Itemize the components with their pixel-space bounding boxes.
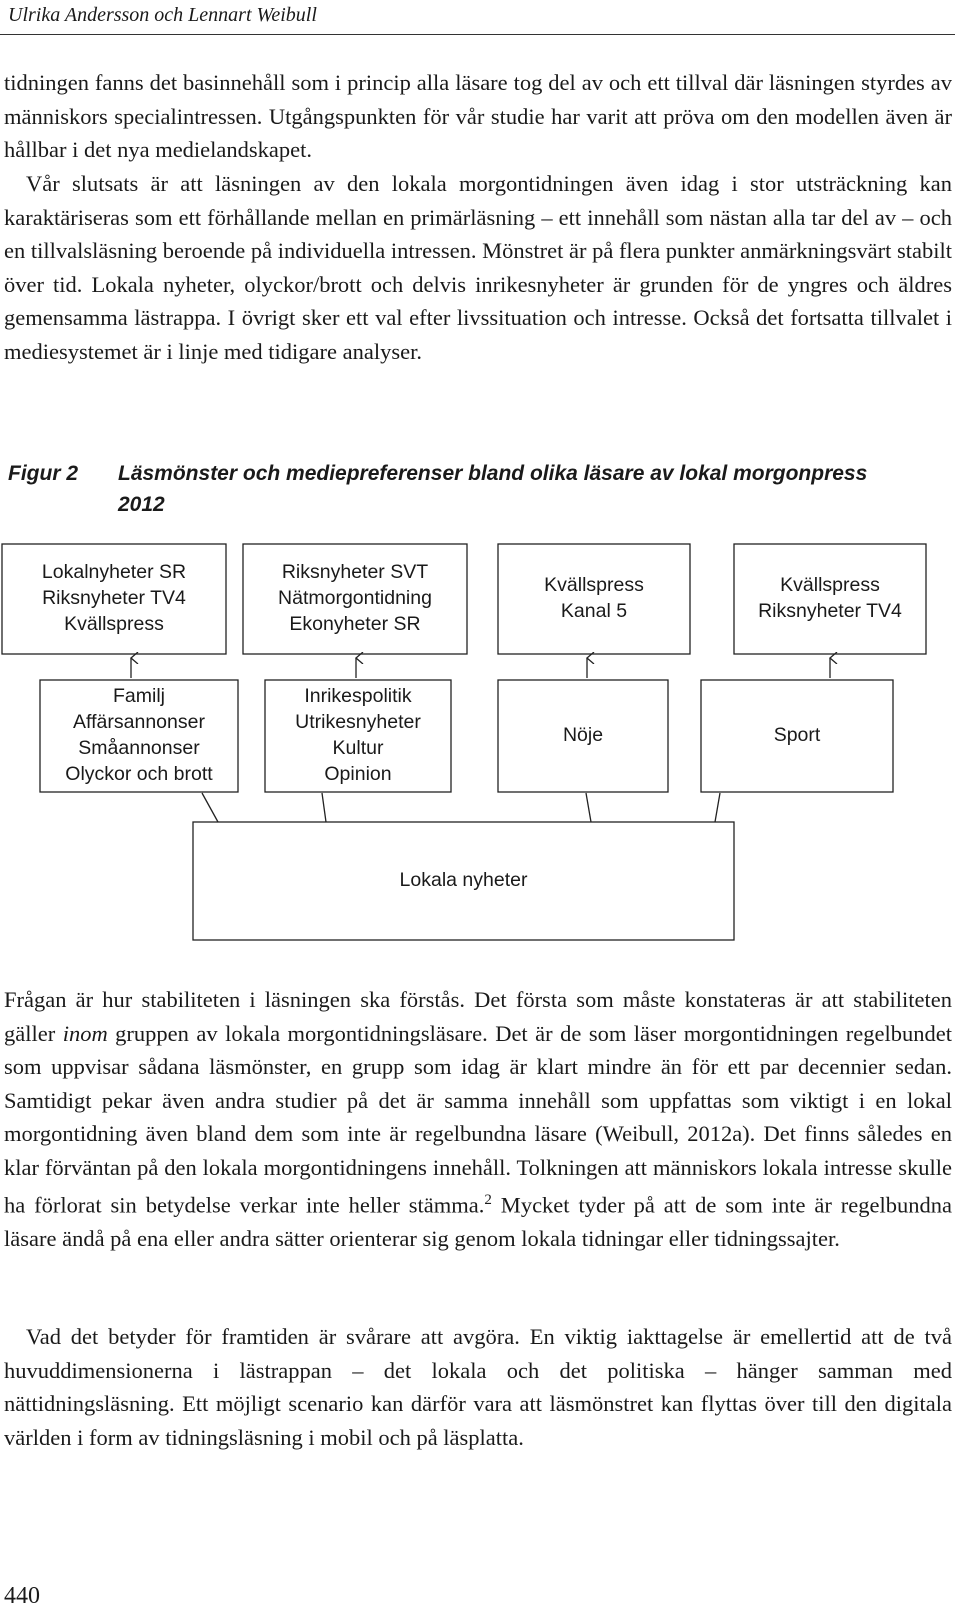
- paragraph-2: [4, 167, 952, 368]
- paragraph-3: [4, 983, 952, 1256]
- mid-box-1-line: Olyckor och brott: [65, 763, 213, 786]
- mid-box-1-line: Affärsannonser: [73, 711, 205, 734]
- connector-line-4: [715, 793, 720, 822]
- figure-label: Figur 2: [8, 462, 79, 485]
- top-box-2-line: Ekonyheter SR: [289, 613, 421, 636]
- paragraph-4-text: Vad det betyder för framtiden är svårare att avgöra. En viktig iakttagelse är emellertid att de två huvuddimensionerna i lästrappan – det lokala och det politiska – hänger samman med nättidningsläsning. Ett möjligt scenario kan därför vara att läsmönstret kan flyttas över till den digitala världen i form av tidningsläsning i mobil och på läsplatta.: [4, 1324, 952, 1450]
- paragraph-3-text-a: Frågan är hur stabiliteten i läsningen ska förstås. Det första som måste konstateras är att stabiliteten gäller: [4, 987, 952, 1046]
- top-box-3-line: Kanal 5: [560, 600, 628, 623]
- top-box-4-line: Riksnyheter TV4: [758, 600, 902, 623]
- paragraph-1: tidningen fanns det basinnehåll som i princip alla läsare tog del av och ett tillval där läsningen styrdes av människors specialintressen. Utgångspunkten för vår studie har varit att pröva om den modellen även är hållbar i det nya medielandskapet.: [4, 70, 952, 162]
- connector-line-1: [202, 793, 218, 822]
- top-box-3-line: Kvällspress: [544, 574, 644, 597]
- top-box-1-line: Lokalnyheter SR: [41, 561, 187, 584]
- mid-box-2-line: Kultur: [332, 737, 384, 760]
- running-header: Ulrika Andersson och Lennart Weibull: [8, 4, 317, 26]
- paragraph-3-italic: inom: [62, 1020, 108, 1046]
- top-box-2-line: Riksnyheter SVT: [281, 561, 429, 584]
- connector-line-2: [322, 793, 326, 822]
- mid-box-3-line: Nöje: [562, 724, 604, 747]
- figure-title: Läsmönster och mediepreferenser bland olika läsare av lokal morgonpress 2012: [118, 462, 868, 516]
- top-box-3: [498, 544, 690, 654]
- header-rule: [0, 34, 955, 35]
- connector-line-3: [586, 793, 591, 822]
- paragraph-3-text-b: gruppen av lokala morgontidningsläsare. Det är de som läser morgontidningen regelbundet som uppvisar sådana läsmönster, en grupp som idag är klart mindre än för ett par decennier sedan. Samtidigt pekar även andra studier på det är samma innehåll som uppfattas som viktigt i en lokal morgontidning även bland dem som inte är regelbundna läsare (Weibull, 2012a). Det finns således en klar förväntan på den lokala morgontidningens innehåll. Tolkningen att människors lokala intresse skulle ha förlorat sin betydelse verkar inte heller stämma.: [4, 1020, 953, 1218]
- mid-box-4-line: Sport: [773, 724, 821, 747]
- paragraph-2-text: Vår slutsats är att läsningen av den lokala morgontidningen även idag i stor utsträckning kan karaktäriseras som ett förhållande mellan en primärläsning – ett innehåll som nästan alla tar del av – och en tillvalsläsning beroende på individuella intressen. Mönstret är på flera punkter anmärkningsvärt stabilt över tid. Lokala nyheter, olyckor/brott och delvis inrikesnyheter är grunden för de yngres och äldres gemensamma lästrappa. I övrigt sker ett val efter livssituation och intresse. Också det fortsatta tillvalet i mediesystemet är i linje med tidigare analyser.: [4, 171, 952, 364]
- top-box-2-line: Nätmorgontidning: [278, 587, 432, 610]
- paragraph-4: [4, 1320, 952, 1454]
- mid-box-2-line: Utrikesnyheter: [295, 711, 421, 734]
- base-box-line: Lokala nyheter: [399, 869, 528, 892]
- page-number: 440: [4, 1583, 40, 1609]
- top-box-4-line: Kvällspress: [780, 574, 880, 597]
- footnote-marker: 2: [484, 1192, 492, 1208]
- paragraph-3-text-c: Mycket tyder på att de som inte är regelbundna läsare ändå på ena eller andra sätter orienterar sig genom lokala tidningar eller tidningssajter.: [4, 1192, 953, 1251]
- mid-box-2-line: Opinion: [324, 763, 392, 786]
- mid-box-1-line: Familj: [113, 685, 165, 708]
- top-box-1-line: Riksnyheter TV4: [42, 587, 186, 610]
- mid-box-2-line: Inrikespolitik: [304, 685, 412, 708]
- top-box-1-line: Kvällspress: [64, 613, 164, 636]
- top-box-4: [734, 544, 926, 654]
- mid-box-1-line: Småannonser: [78, 737, 200, 760]
- reading-pattern-diagram: [0, 530, 960, 950]
